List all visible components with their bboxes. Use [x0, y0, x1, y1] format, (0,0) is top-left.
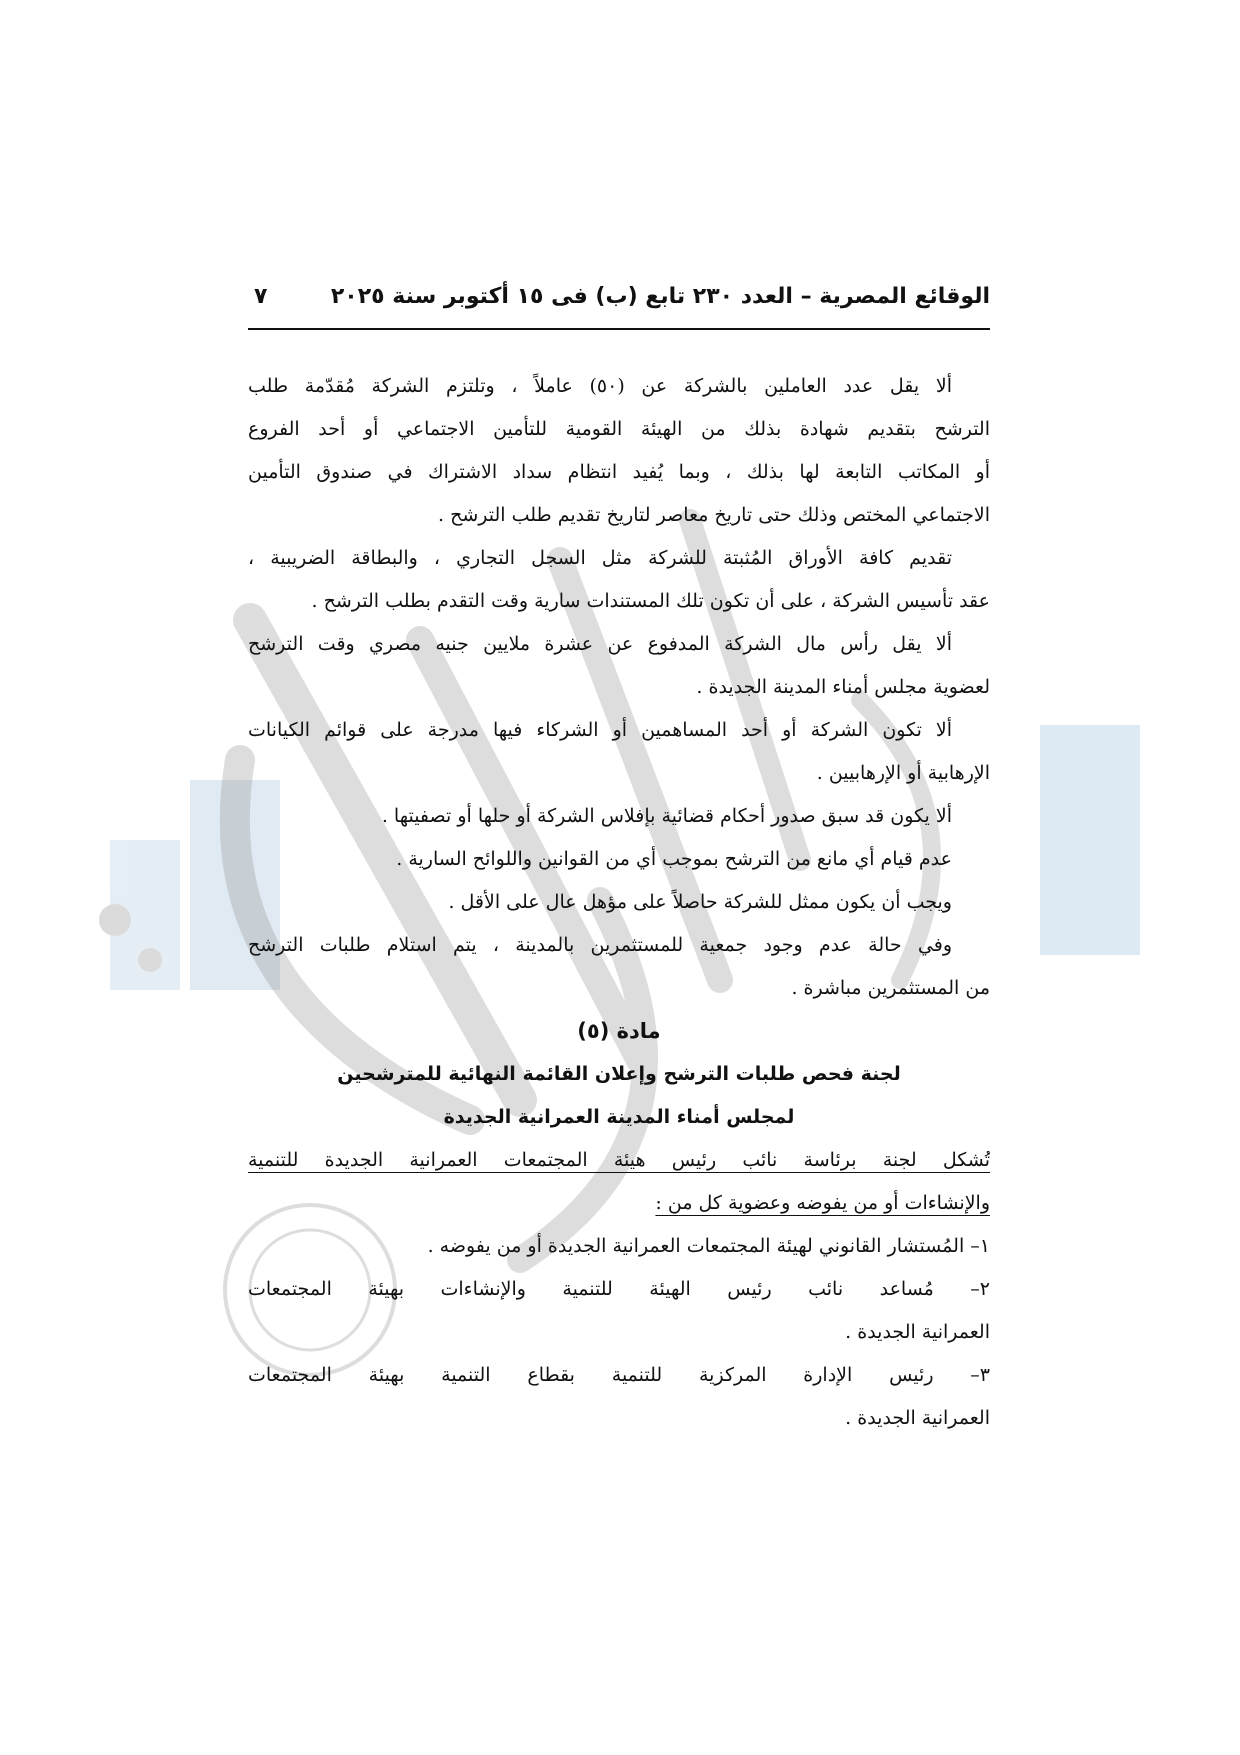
- text-line: تُشكل لجنة برئاسة نائب رئيس هيئة المجتمعات العمرانية الجديدة للتنمية: [248, 1149, 990, 1171]
- paragraph-representative: [248, 881, 990, 924]
- article-heading: لجنة فحص طلبات الترشح وإعلان القائمة النهائية للمترشحين: [337, 1063, 901, 1085]
- text-line: العمرانية الجديدة .: [845, 1407, 990, 1429]
- paragraph-no-association: [248, 924, 990, 1010]
- text-line: ويجب أن يكون ممثل للشركة حاصلاً على مؤهل عال على الأقل .: [448, 891, 952, 913]
- text-line: عدم قيام أي مانع من الترشح بموجب أي من القوانين واللوائح السارية .: [396, 848, 952, 870]
- text-line: من المستثمرين مباشرة .: [791, 977, 990, 999]
- text-line: ألا يقل عدد العاملين بالشركة عن (٥٠) عاملاً ، وتلتزم الشركة مُقدّمة طلب: [248, 375, 952, 397]
- page-number: ٧: [254, 284, 268, 309]
- document-body: [248, 365, 990, 1440]
- text-line: ألا يقل رأس مال الشركة المدفوع عن عشرة ملايين جنيه مصري وقت الترشح: [248, 633, 952, 655]
- paragraph-documents: [248, 537, 990, 623]
- text-line: والإنشاءات أو من يفوضه وعضوية كل من :: [655, 1192, 990, 1214]
- text-line: وفي حالة عدم وجود جمعية للمستثمرين بالمدينة ، يتم استلام طلبات الترشح: [248, 934, 952, 956]
- paragraph-committee: [248, 1139, 990, 1225]
- text-line: عقد تأسيس الشركة ، على أن تكون تلك المستندات سارية وقت التقدم بطلب الترشح .: [311, 590, 990, 612]
- text-line: ١– المُستشار القانوني لهيئة المجتمعات العمرانية الجديدة أو من يفوضه .: [427, 1235, 990, 1257]
- member-item: [248, 1225, 990, 1268]
- text-line: الإرهابية أو الإرهابيين .: [816, 762, 990, 784]
- text-line: لعضوية مجلس أمناء المدينة الجديدة .: [696, 676, 990, 698]
- member-item: [248, 1354, 990, 1440]
- text-line: العمرانية الجديدة .: [845, 1321, 990, 1343]
- member-item: [248, 1268, 990, 1354]
- text-line: الترشح بتقديم شهادة بذلك من الهيئة القومية للتأمين الاجتماعي أو أحد الفروع: [248, 418, 990, 440]
- text-line: ألا يكون قد سبق صدور أحكام قضائية بإفلاس الشركة أو حلها أو تصفيتها .: [381, 805, 952, 827]
- paragraph-capital: [248, 623, 990, 709]
- article-subheading: لمجلس أمناء المدينة العمرانية الجديدة: [443, 1106, 795, 1128]
- page-header: [248, 282, 990, 330]
- text-line: أو المكاتب التابعة لها بذلك ، وبما يُفيد انتظام سداد الاشتراك في صندوق التأمين: [248, 461, 990, 483]
- text-line: ٣– رئيس الإدارة المركزية للتنمية بقطاع التنمية بهيئة المجتمعات: [248, 1364, 990, 1386]
- paragraph-no-impediment: [248, 838, 990, 881]
- article-title: مادة (٥): [577, 1019, 661, 1043]
- text-line: تقديم كافة الأوراق المُثبتة للشركة مثل السجل التجاري ، والبطاقة الضريبية ،: [248, 547, 952, 569]
- paragraph-employees: [248, 365, 990, 537]
- text-line: ألا تكون الشركة أو أحد المساهمين أو الشركاء فيها مدرجة على قوائم الكيانات: [248, 719, 952, 741]
- text-line: ٢– مُساعد نائب رئيس الهيئة للتنمية والإنشاءات بهيئة المجتمعات: [248, 1278, 990, 1300]
- paragraph-bankruptcy: [248, 795, 990, 838]
- text-line: الاجتماعي المختص وذلك حتى تاريخ معاصر لتاريخ تقديم طلب الترشح .: [438, 504, 990, 526]
- header-title: الوقائع المصرية – العدد ٢٣٠ تابع (ب) فى ١٥ أكتوبر سنة ٢٠٢٥: [330, 284, 990, 309]
- paragraph-terrorism-lists: [248, 709, 990, 795]
